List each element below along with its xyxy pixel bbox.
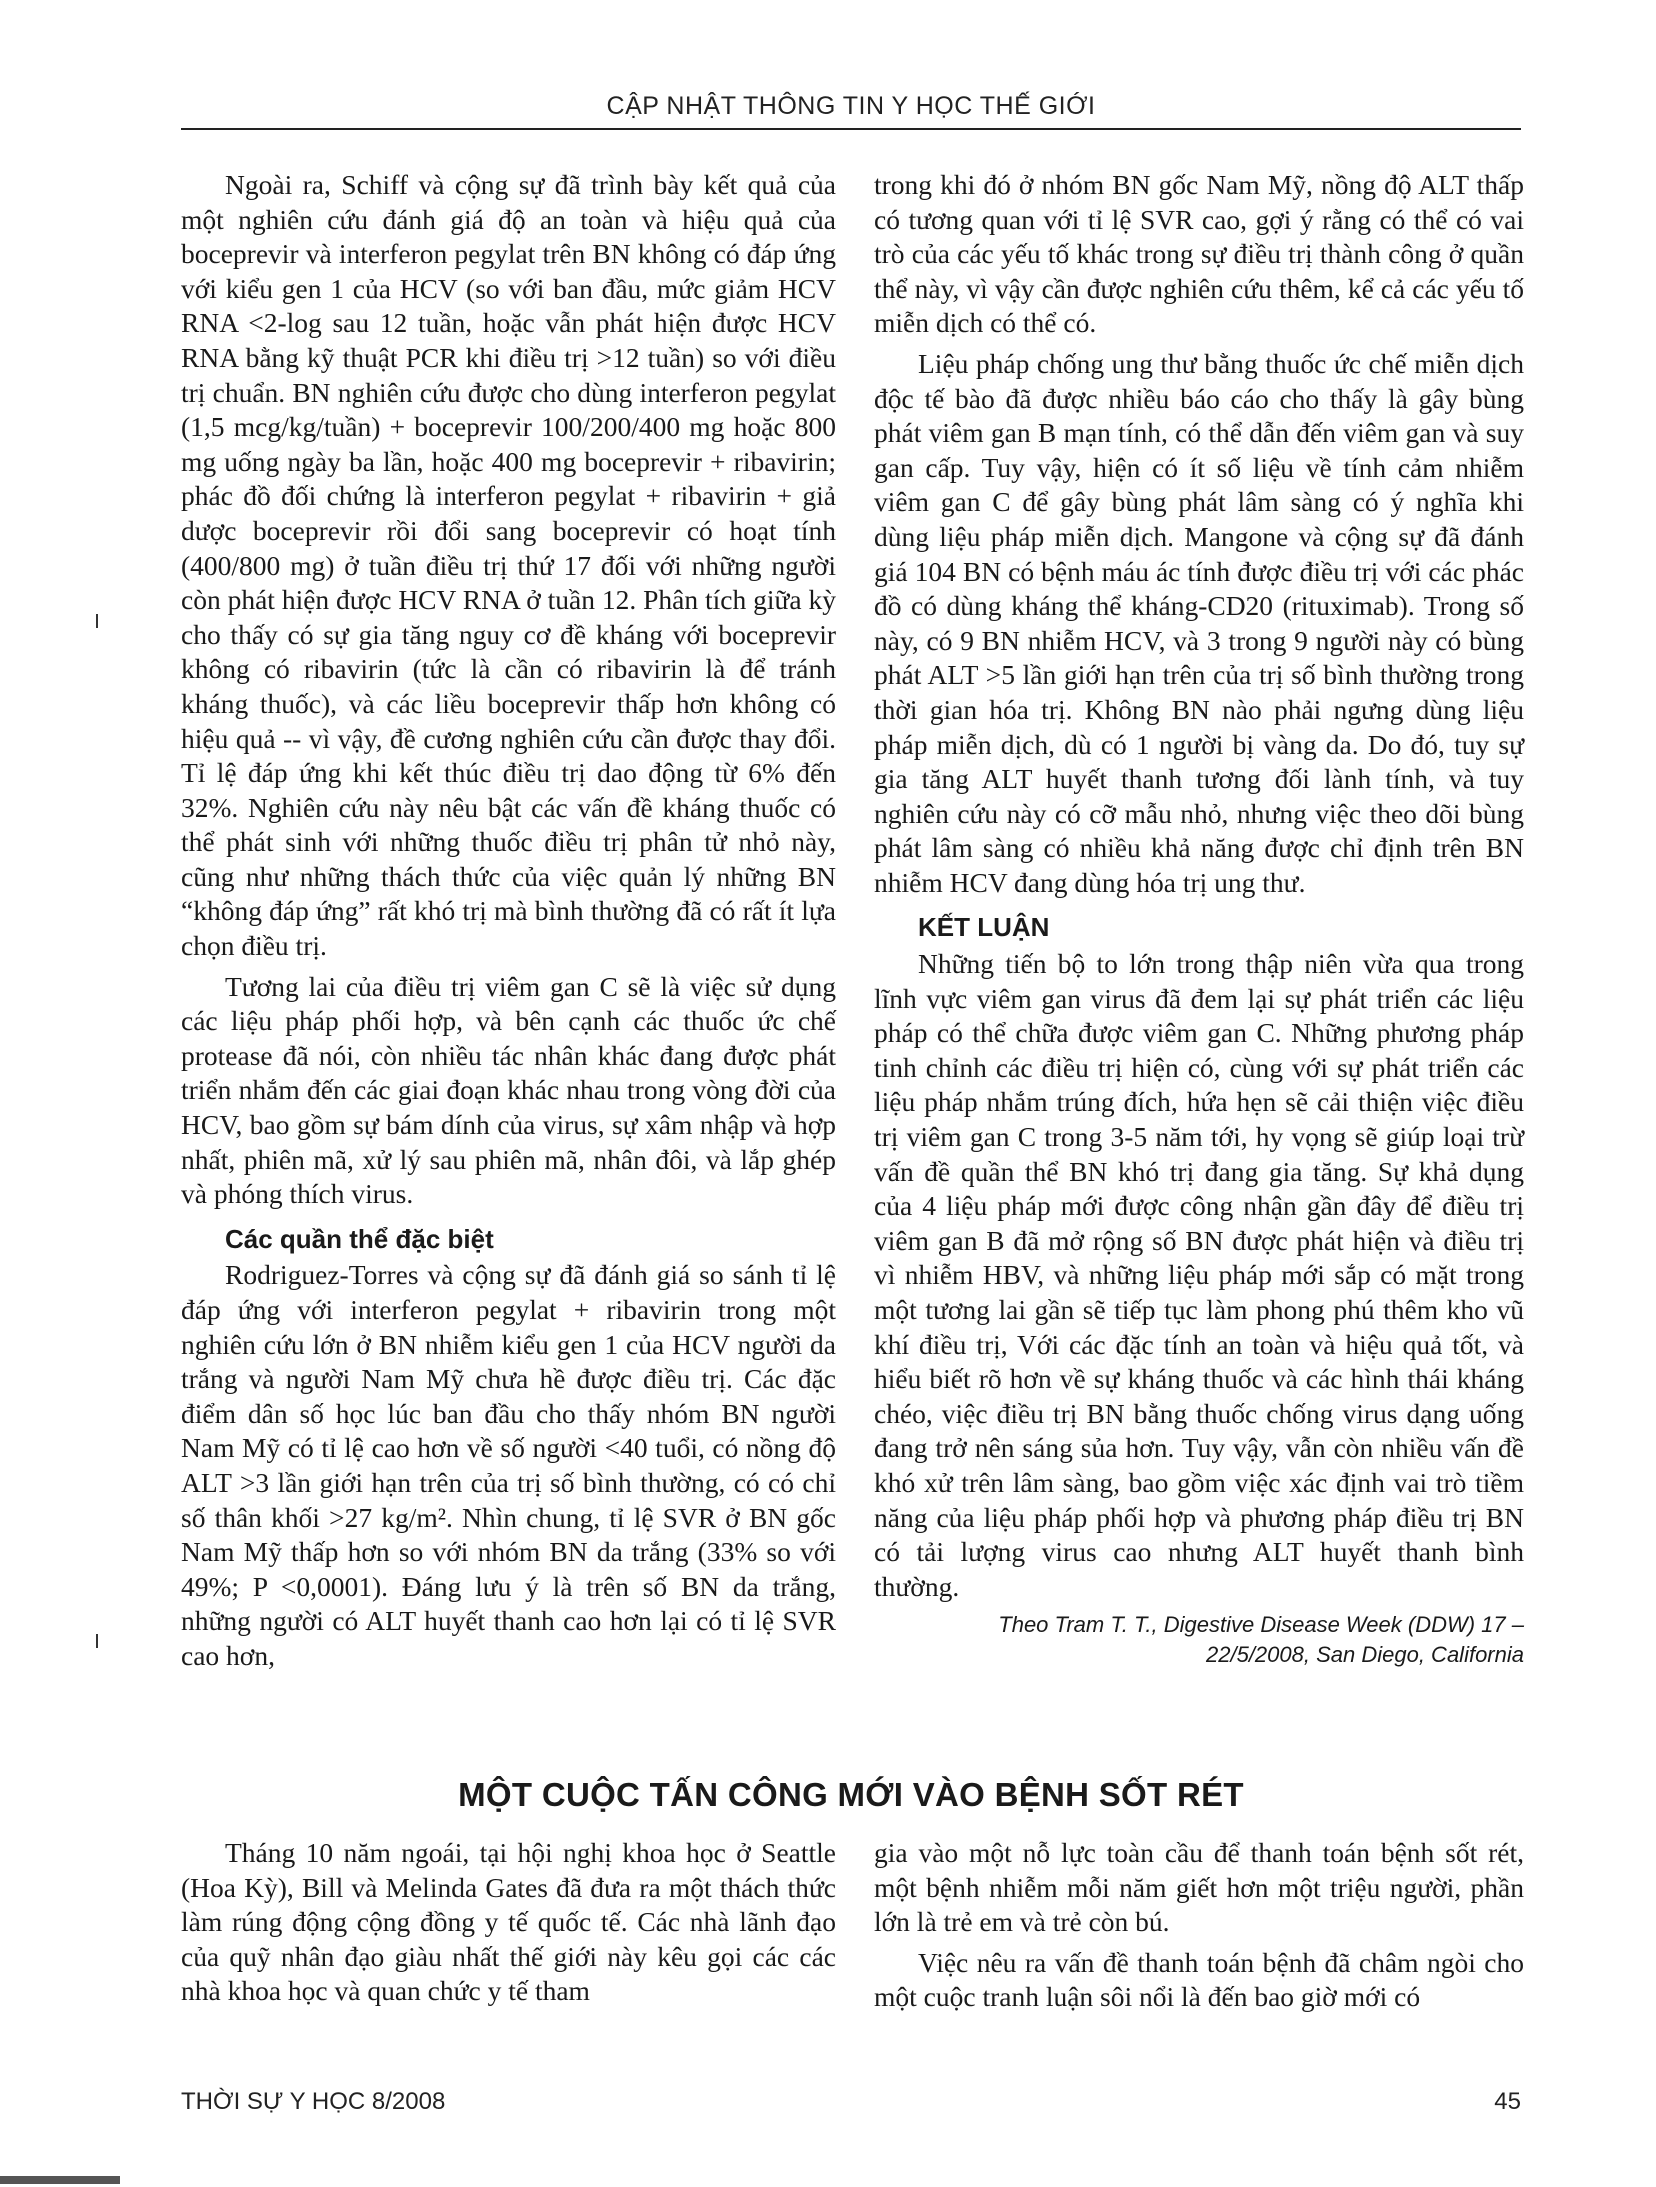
- article1-column-left: [181, 168, 836, 1674]
- section-heading: Các quần thể đặc biệt: [225, 1223, 494, 1254]
- source-citation: [874, 1610, 1524, 1670]
- article1-column-right: [874, 168, 1524, 1670]
- paragraph: Liệu pháp chống ung thư bằng thuốc ức chế miễn dịch độc tế bào đã được nhiều báo cáo cho thấy là gây bùng phát viêm gan B mạn tính, có thể dẫn đến viêm gan và suy gan cấp. Tuy vậy, hiện có ít số liệu về tính cảm nhiễm viêm gan C để gây bùng phát lâm sàng có ý nghĩa khi dùng liệu pháp miễn dịch. Mangone và cộng sự đã đánh giá 104 BN có bệnh máu ác tính được điều trị với các phác đồ có dùng kháng thể kháng-CD20 (rituximab). Trong số này, có 9 BN nhiễm HCV, và 3 trong 9 người này có bùng phát ALT >5 lần giới hạn trên của trị số bình thường trong thời gian hóa trị. Không BN nào phải ngưng dùng liệu pháp miễn dịch, dù có 1 người bị vàng da. Do đó, tuy sự gia tăng ALT huyết thanh tương đối lành tính, và tuy nghiên cứu này có cỡ mẫu nhỏ, nhưng việc theo dõi bùng phát lâm sàng có nhiều khả năng được chỉ định trên BN nhiễm HCV đang dùng hóa trị ung thư.: [874, 347, 1524, 898]
- source-line: Theo Tram T. T., Digestive Disease Week (DDW) 17 –: [998, 1612, 1524, 1638]
- journal-footer: THỜI SỰ Y HỌC 8/2008: [181, 2088, 446, 2115]
- paragraph: trong khi đó ở nhóm BN gốc Nam Mỹ, nồng độ ALT thấp có tương quan với tỉ lệ SVR cao, gợi ý rằng có thể có vai trò của các yếu tố khác trong sự điều trị thành công ở quần thể này, vì vậy cần được nghiên cứu thêm, kể cả các yếu tố miễn dịch có thể có.: [874, 169, 1524, 339]
- header-rule: [181, 128, 1521, 130]
- paragraph: Việc nêu ra vấn đề thanh toán bệnh đã châm ngòi cho một cuộc tranh luận sôi nổi là đến bao giờ mới có: [874, 1946, 1524, 2013]
- scan-mark: [96, 614, 98, 628]
- article2-column-left: [181, 1836, 836, 2009]
- paragraph: Những tiến bộ to lớn trong thập niên vừa qua trong lĩnh vực viêm gan virus đã đem lại sự phát triển các liệu pháp có thể chữa được viêm gan C. Những phương pháp tinh chỉnh các điều trị hiện có, cùng với sự phát triển các liệu pháp nhắm trúng đích, hứa hẹn sẽ cải thiện việc điều trị viêm gan C trong 3-5 năm tới, hy vọng sẽ giúp loại trừ vấn đề quần thể BN khó trị đang gia tăng. Sự khả dụng của 4 liệu pháp mới được công nhận gần đây để điều trị viêm gan B đã mở rộng số BN được phát hiện và điều trị vì nhiễm HBV, và những liệu pháp mới sắp có mặt trong một tương lai gần sẽ tiếp tục làm phong phú thêm kho vũ khí điều trị, Với các đặc tính an toàn và hiệu quả tốt, và hiểu biết rõ hơn về sự kháng thuốc và các hình thái kháng chéo, việc điều trị BN bằng thuốc chống virus dạng uống đang trở nên sáng sủa hơn. Tuy vậy, vẫn còn nhiều vấn đề khó xử trên lâm sàng, bao gồm việc xác định vai trò tiềm năng của liệu pháp phối hợp và phương pháp điều trị BN có tải lượng virus cao nhưng ALT huyết thanh bình thường.: [874, 948, 1524, 1602]
- source-line: 22/5/2008, San Diego, California: [1206, 1642, 1524, 1668]
- scan-edge: [0, 2176, 120, 2184]
- section-heading: KẾT LUẬN: [918, 912, 1050, 943]
- paragraph: Rodriguez-Torres và cộng sự đã đánh giá so sánh tỉ lệ đáp ứng với interferon pegylat + ribavirin trong một nghiên cứu lớn ở BN nhiễm kiểu gen 1 của HCV người da trắng và người Nam Mỹ chưa hề được điều trị. Các đặc điểm dân số học lúc ban đầu cho thấy nhóm BN người Nam Mỹ có tỉ lệ cao hơn về số người <40 tuổi, có nồng độ ALT >3 lần giới hạn trên của trị số bình thường, có có chỉ số thân khối >27 kg/m². Nhìn chung, tỉ lệ SVR ở BN gốc Nam Mỹ thấp hơn so với nhóm BN da trắng (33% so với 49%; P <0,0001). Đáng lưu ý là trên số BN da trắng, những người có ALT huyết thanh cao hơn lại có tỉ lệ SVR cao hơn,: [181, 1259, 836, 1671]
- page-number: 45: [1494, 2088, 1521, 2115]
- scan-mark: [96, 1634, 98, 1648]
- paragraph: Tháng 10 năm ngoái, tại hội nghị khoa học ở Seattle (Hoa Kỳ), Bill và Melinda Gates đã đưa ra một thách thức làm rúng động cộng đồng y tế quốc tế. Các nhà lãnh đạo của quỹ nhân đạo giàu nhất thế giới này kêu gọi các các nhà khoa học và quan chức y tế tham: [181, 1837, 836, 2007]
- article2-column-right: [874, 1836, 1524, 2015]
- running-header: CẬP NHẬT THÔNG TIN Y HỌC THẾ GIỚI: [606, 92, 1096, 120]
- paragraph: gia vào một nỗ lực toàn cầu để thanh toán bệnh sốt rét, một bệnh nhiễm mỗi năm giết hơn một triệu người, phần lớn là trẻ em và trẻ còn bú.: [874, 1837, 1524, 1938]
- article-title: MỘT CUỘC TẤN CÔNG MỚI VÀO BỆNH SỐT RÉT: [458, 1776, 1244, 1813]
- paragraph: Tương lai của điều trị viêm gan C sẽ là việc sử dụng các liệu pháp phối hợp, và bên cạnh các thuốc ức chế protease đã nói, còn nhiều tác nhân khác đang được phát triển nhắm đến các giai đoạn khác nhau trong vòng đời của HCV, bao gồm sự bám dính của virus, sự xâm nhập và hợp nhất, phiên mã, xử lý sau phiên mã, nhân đôi, và lắp ghép và phóng thích virus.: [181, 970, 836, 1210]
- paragraph: Ngoài ra, Schiff và cộng sự đã trình bày kết quả của một nghiên cứu đánh giá độ an toàn và hiệu quả của boceprevir và interferon pegylat trên BN không có đáp ứng với kiểu gen 1 của HCV (so với ban đầu, mức giảm HCV RNA <2-log sau 12 tuần, hoặc vẫn phát hiện được HCV RNA bằng kỹ thuật PCR khi điều trị >12 tuần) so với điều trị chuẩn. BN nghiên cứu được cho dùng interferon pegylat (1,5 mcg/kg/tuần) + boceprevir 100/200/400 mg hoặc 800 mg uống ngày ba lần, hoặc 400 mg boceprevir + ribavirin; phác đồ đối chứng là interferon pegylat + ribavirin + giả dược boceprevir rồi đổi sang boceprevir có hoạt tính (400/800 mg) ở tuần điều trị thứ 17 đối với những người còn phát hiện được HCV RNA ở tuần 12. Phân tích giữa kỳ cho thấy có sự gia tăng nguy cơ đề kháng với boceprevir không có ribavirin (tức là cần có ribavirin là để tránh kháng thuốc), và các liều boceprevir thấp hơn không có hiệu quả -- vì vậy, đề cương nghiên cứu cần được thay đổi. Tỉ lệ đáp ứng khi kết thúc điều trị dao động từ 6% đến 32%. Nghiên cứu này nêu bật các vấn đề kháng thuốc có thể phát sinh với những thuốc điều trị phân tử nhỏ này, cũng như những thách thức của việc quản lý những BN “không đáp ứng” rất khó trị mà bình thường đã có rất ít lựa chọn điều trị.: [181, 169, 836, 962]
